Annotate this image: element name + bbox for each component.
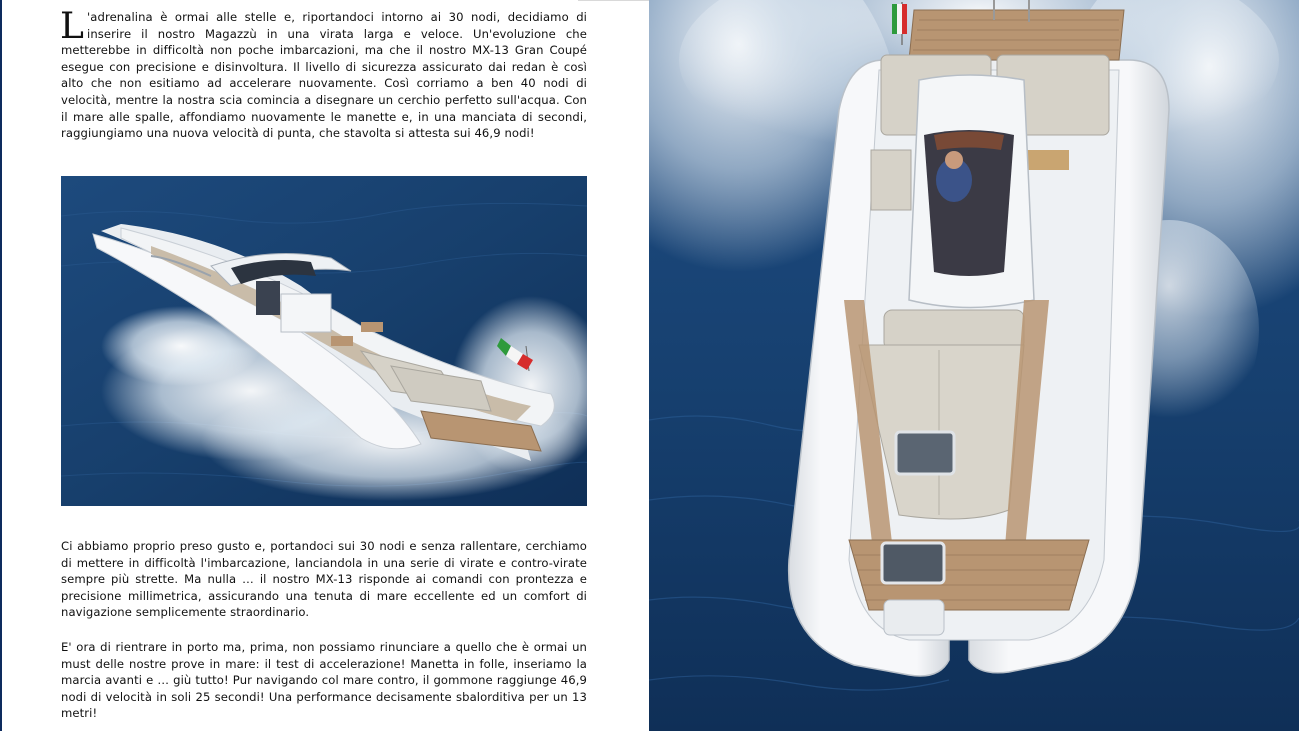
paragraph-1-text: 'adrenalina è ormai alle stelle e, riportandoci intorno ai 30 nodi, decidiamo di inserire il nostro Magazzù in una virata larga e veloce. Un'evoluzione che metterebbe in difficoltà non poche imbarcazioni, ma che il nostro MX-13 Gran Coupé esegue con precisione e disinvoltura. Il livello di sicurezza assicurato dai redan è così alto che non esitiamo ad accelerare nuovamente. Così corriamo a ben 40 nodi di velocità, mentre la nostra scia comincia a disegnare un cerchio perfetto sull'acqua. Con il mare alle spalle, affondiamo nuovamente le manette e, in una manciata di secondi, raggiungiamo una nuova velocità di punta, che stavolta si attesta sui 46,9 nodi! xyxy=(61,10,587,141)
paragraph-3: E' ora di rientrare in porto ma, prima, non possiamo rinunciare a quello che è ormai un must delle nostre prove in mare: il test di accelerazione! Manetta in folle, inseriamo la marcia avanti e … giù tutto! Pur navigando col mare contro, il gommone raggiunge 46,9 nodi di velocità in soli 25 secondi! Una performance decisamente sbalorditiva per un 13 metri! xyxy=(61,640,587,721)
drop-cap: L xyxy=(60,6,85,47)
boat-turning-illustration xyxy=(61,176,587,506)
top-rule xyxy=(578,0,649,1)
boat-aerial-photo xyxy=(649,0,1299,731)
paragraph-1 xyxy=(60,6,587,142)
boat-aerial-illustration xyxy=(649,0,1299,731)
paragraph-2: Ci abbiamo proprio preso gusto e, portandoci sui 30 nodi e senza rallentare, cerchiamo di mettere in difficoltà l'imbarcazione, lanciandola in una serie di virate e contro-virate sempre più strette. Ma nulla … il nostro MX-13 risponde ai comandi con prontezza e precisione millimetrica, assicurando una tenuta di mare eccellente ed un comfort di navigazione semplicemente straordinario. xyxy=(61,539,587,620)
boat-turning-photo xyxy=(61,176,587,506)
